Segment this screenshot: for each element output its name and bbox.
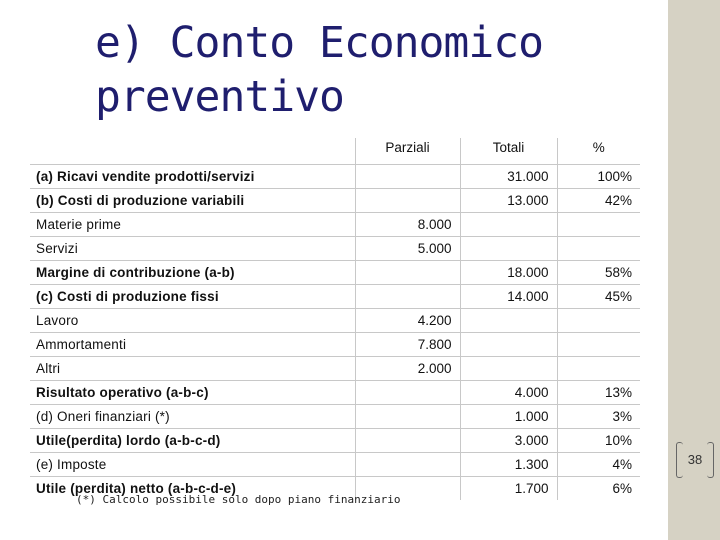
table-row [30,429,640,453]
row-label: (d) Oneri finanziari (*) [30,405,355,429]
table-row [30,381,640,405]
row-percent [557,333,640,357]
table-row [30,333,640,357]
table-row [30,309,640,333]
row-percent: 45% [557,285,640,309]
row-parziali [355,189,460,213]
row-percent: 42% [557,189,640,213]
row-percent: 10% [557,429,640,453]
row-percent: 13% [557,381,640,405]
row-parziali [355,285,460,309]
row-parziali: 7.800 [355,333,460,357]
row-percent [557,213,640,237]
row-parziali: 5.000 [355,237,460,261]
row-label: Risultato operativo (a-b-c) [30,381,355,405]
header-parziali: Parziali [355,138,460,165]
row-parziali: 8.000 [355,213,460,237]
row-totali: 1.000 [460,405,557,429]
row-label: Margine di contribuzione (a-b) [30,261,355,285]
row-totali: 3.000 [460,429,557,453]
row-totali [460,333,557,357]
row-totali [460,357,557,381]
table-row [30,213,640,237]
page-number: 38 [687,452,703,467]
row-parziali [355,261,460,285]
row-label: (b) Costi di produzione variabili [30,189,355,213]
table-row [30,357,640,381]
row-totali [460,237,557,261]
table-row [30,189,640,213]
header-percent: % [557,138,640,165]
table-row [30,165,640,189]
table-row [30,261,640,285]
row-label: Materie prime [30,213,355,237]
page-number-badge [676,442,714,478]
row-parziali [355,165,460,189]
title-line-2: preventivo [95,72,344,122]
row-percent: 3% [557,405,640,429]
row-totali [460,213,557,237]
row-parziali [355,381,460,405]
row-label: (a) Ricavi vendite prodotti/servizi [30,165,355,189]
row-totali: 31.000 [460,165,557,189]
row-percent: 58% [557,261,640,285]
table-row [30,237,640,261]
table-row [30,285,640,309]
row-percent: 6% [557,477,640,501]
header-label-cell [30,138,355,165]
row-label: (e) Imposte [30,453,355,477]
slide-title [95,16,615,124]
row-percent: 4% [557,453,640,477]
row-label: Utile (perdita) netto (a-b-c-d-e) [30,477,355,501]
row-parziali: 4.200 [355,309,460,333]
bracket-left-icon [676,442,683,478]
title-line-1: e) Conto Economico [95,18,543,68]
row-label: Lavoro [30,309,355,333]
row-percent [557,357,640,381]
header-totali: Totali [460,138,557,165]
row-label: Ammortamenti [30,333,355,357]
row-totali: 13.000 [460,189,557,213]
row-percent: 100% [557,165,640,189]
row-parziali [355,429,460,453]
table-row [30,405,640,429]
row-totali: 1.700 [460,477,557,501]
row-totali [460,309,557,333]
row-percent [557,237,640,261]
table-row [30,453,640,477]
row-totali: 18.000 [460,261,557,285]
row-totali: 4.000 [460,381,557,405]
row-totali: 1.300 [460,453,557,477]
row-label: Servizi [30,237,355,261]
footnote: (*) Calcolo possibile solo dopo piano finanziario [76,493,401,506]
row-percent [557,309,640,333]
row-parziali [355,453,460,477]
row-label: (c) Costi di produzione fissi [30,285,355,309]
row-parziali [355,405,460,429]
row-parziali: 2.000 [355,357,460,381]
conto-economico-table [30,138,640,500]
row-label: Utile(perdita) lordo (a-b-c-d) [30,429,355,453]
row-label: Altri [30,357,355,381]
row-totali: 14.000 [460,285,557,309]
bracket-right-icon [707,442,714,478]
table-header-row [30,138,640,165]
